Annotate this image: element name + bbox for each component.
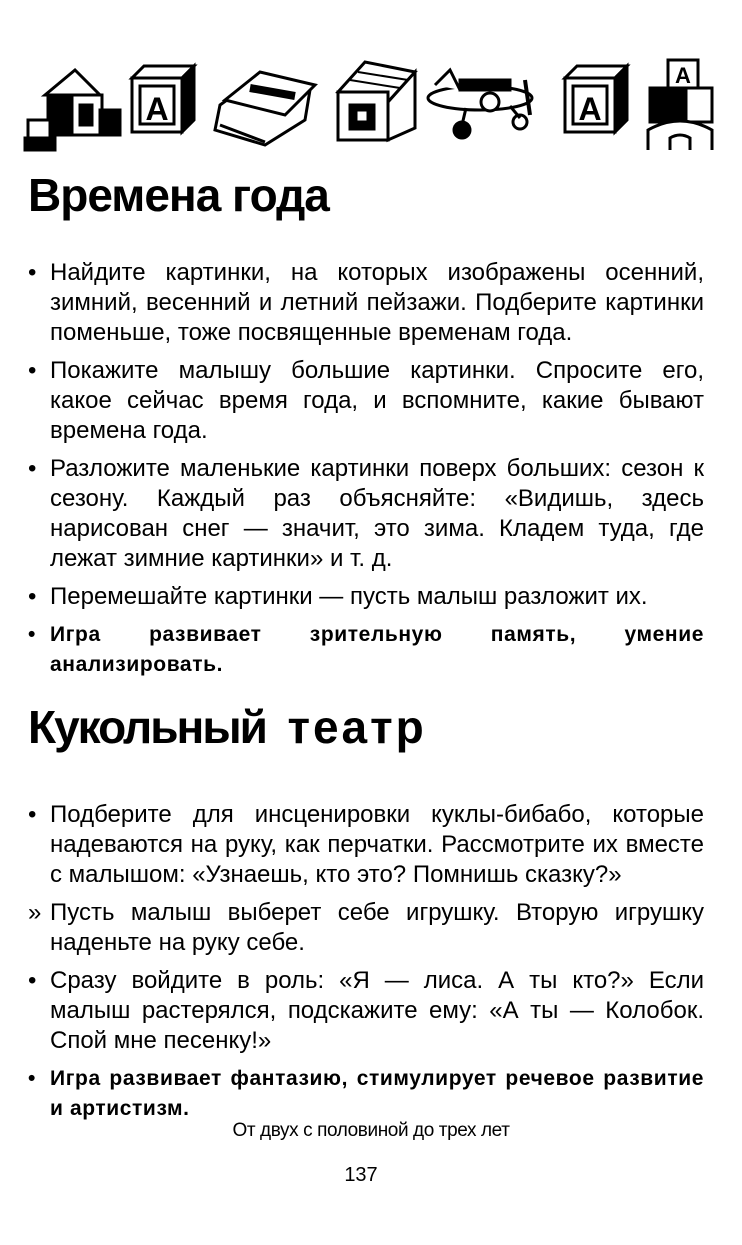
list-item-text: Сразу войдите в роль: «Я — лиса. А ты кто?» Если малыш растерялся, подскажите ему: «А ты — Колобок. Спой мне песенку!» [50, 967, 704, 1054]
letter-block-icon [132, 66, 194, 132]
title-part-2: театр [287, 701, 427, 753]
list-item-summary [28, 1064, 704, 1124]
bullet-marker: • [28, 455, 37, 482]
section-title-puppet-theater [28, 700, 427, 754]
list-item-text: Игра развивает фантазию, стимулирует речевое развитие и артистизм. [50, 1067, 704, 1120]
title-part-1: Кукольный [28, 701, 266, 753]
bullet-marker: • [28, 357, 37, 384]
list-item [28, 356, 704, 446]
bullet-marker: • [28, 259, 37, 286]
list-item-text: Разложите маленькие картинки поверх больших: сезон к сезону. Каждый раз объясняйте: «Видишь, здесь нарисован снег — значит, это зима. Кладем туда, где лежат зимние картинки» и т. д. [50, 455, 704, 572]
list-item [28, 966, 704, 1056]
svg-text:A: A [145, 91, 169, 127]
toy-airplane-icon [428, 70, 532, 138]
puppet-theater-instructions-list [28, 800, 704, 1132]
list-item-summary [28, 620, 704, 680]
list-item [28, 898, 704, 958]
list-item [28, 258, 704, 348]
seasons-instructions-list [28, 258, 704, 688]
list-item-text: Перемешайте картинки — пусть малыш разложит их. [50, 583, 648, 610]
bullet-marker: • [28, 583, 37, 610]
page-number: 137 [344, 1164, 378, 1186]
list-item-text: Подберите для инсценировки куклы-бибабо, которые надеваются на руку, как перчатки. Рассмотрите их вместе с малышом: «Узнаешь, кто это? Помнишь сказку?» [50, 801, 704, 888]
running-footer: От двух с половиной до трех лет [232, 1120, 510, 1141]
list-item [28, 454, 704, 574]
toy-blocks-tower-icon [648, 60, 712, 150]
list-item-text: Пусть малыш выберет себе игрушку. Вторую игрушку наденьте на руку себе. [50, 899, 704, 956]
letter-block-icon [565, 66, 627, 132]
svg-text:A: A [578, 91, 602, 127]
section-title-seasons: Времена года [28, 169, 329, 221]
list-item [28, 800, 704, 890]
list-item-text: Найдите картинки, на которых изображены осенний, зимний, весенний и летний пейзажи. Подберите картинки поменьше, тоже посвященные временам года. [50, 259, 704, 346]
bullet-marker: • [28, 1067, 36, 1090]
list-item [28, 582, 704, 612]
list-item-text: Игра развивает зрительную память, умение анализировать. [50, 623, 704, 676]
bullet-marker: • [28, 967, 37, 994]
bullet-marker: • [28, 623, 36, 646]
toy-house-icon [338, 62, 415, 140]
toy-case-icon [215, 72, 315, 145]
bullet-marker: » [28, 899, 42, 926]
list-item-text: Покажите малышу большие картинки. Спросите его, какое сейчас время года, и вспомните, какие бывают времена года. [50, 357, 704, 444]
toy-banner [20, 50, 720, 160]
toy-blocks-icon [25, 70, 120, 150]
svg-text:A: A [675, 63, 691, 88]
bullet-marker: • [28, 801, 37, 828]
